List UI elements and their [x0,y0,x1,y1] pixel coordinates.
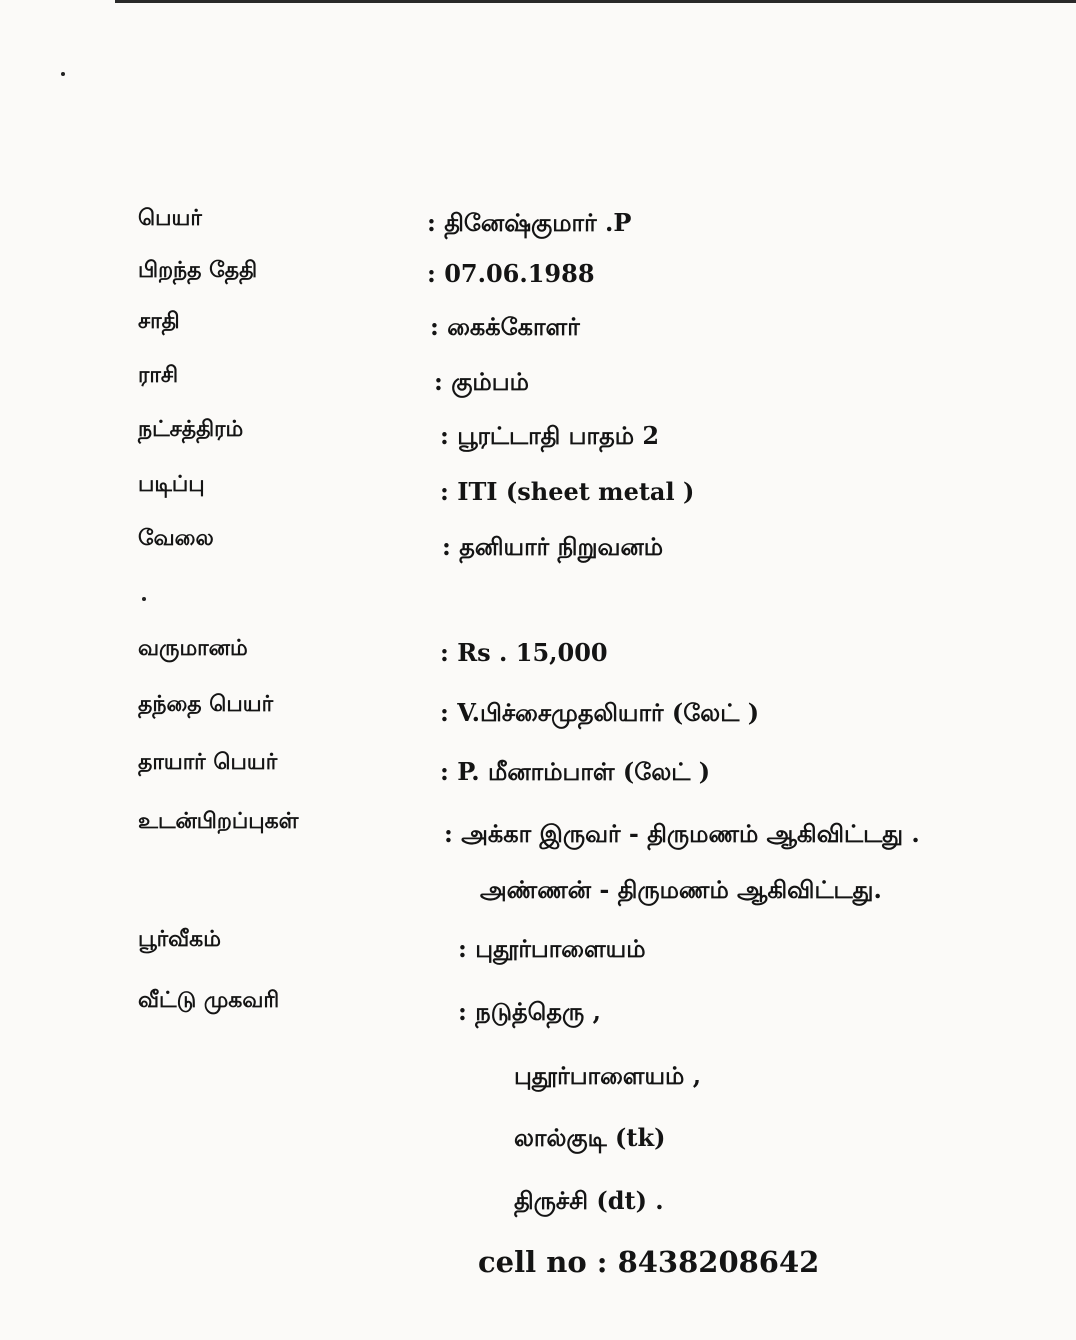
value-income: : Rs . 15,000 [440,638,608,667]
label-rasi: ராசி [138,363,179,388]
stray-dot [61,72,65,76]
value-address-line1: : நடுத்தெரு , [458,997,601,1026]
value-rasi: : கும்பம் [434,367,529,396]
label-name: பெயர் [138,206,202,231]
label-mother: தாயார் பெயர் [138,750,278,775]
label-dob: பிறந்த தேதி [138,258,258,283]
value-address-line4: திருச்சி (dt) . [514,1186,664,1215]
value-job: : தனியார் நிறுவனம் [442,532,664,561]
value-native-place: : புதூர்பாளையம் [458,934,646,963]
label-job: வேலை [138,526,214,551]
label-home-address: வீட்டு முகவரி [138,988,280,1013]
value-star: : பூரட்டாதி பாதம் 2 [440,421,660,450]
label-siblings: உடன்பிறப்புகள் [138,809,299,834]
top-border-line [115,0,1076,3]
label-caste: சாதி [138,309,180,334]
value-mother: : P. மீனாம்பாள் (லேட் ) [440,757,711,786]
label-native-place: பூர்வீகம் [138,927,221,952]
value-father: : V.பிச்சைமுதலியார் (லேட் ) [440,698,760,727]
label-star: நட்சத்திரம் [138,417,244,442]
value-education: : ITI (sheet metal ) [440,477,695,506]
value-name: : தினேஷ்குமார் .P [427,208,632,237]
value-address-line2: புதூர்பாளையம் , [514,1061,702,1090]
label-father: தந்தை பெயர் [138,692,274,717]
cell-number: cell no : 8438208642 [478,1245,820,1279]
value-address-line3: லால்குடி (tk) [514,1123,666,1152]
value-caste: : கைக்கோளர் [430,312,580,341]
value-siblings: : அக்கா இருவர் - திருமணம் ஆகிவிட்டது . [444,819,920,848]
label-education: படிப்பு [138,472,205,497]
label-income: வருமானம் [138,636,248,661]
stray-dot [142,597,146,601]
value-dob: : 07.06.1988 [427,259,595,288]
value-siblings-line2: அண்ணன் - திருமணம் ஆகிவிட்டது. [480,875,882,904]
